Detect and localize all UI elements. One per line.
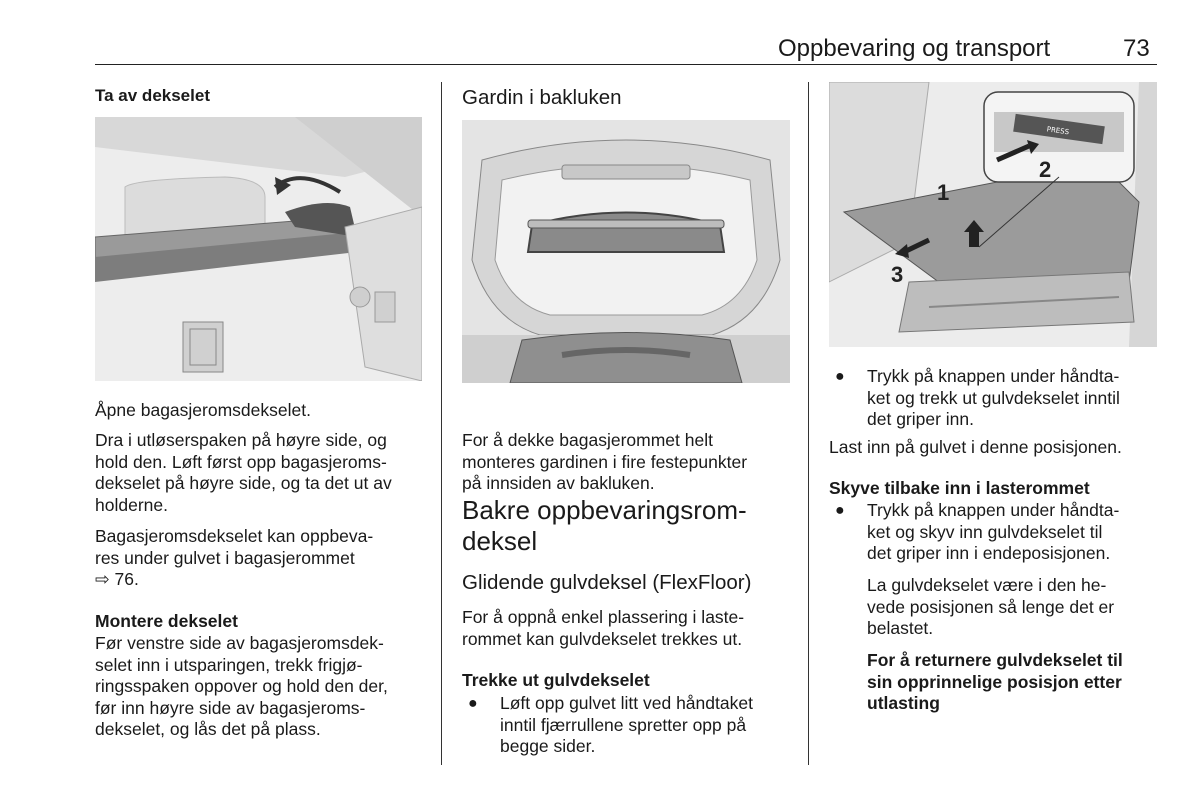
figure-flexfloor [829,82,1157,347]
heading-remove-cover: Ta av dekselet [95,86,210,105]
text-line: For å dekke bagasjerommet helt [462,430,713,450]
figure-tailgate-curtain [462,120,790,383]
text-line: inntil fjærrullene spretter opp på [500,714,747,735]
subheading-pull-out-floor: Trekke ut gulvdekselet [462,670,650,690]
heading-rear-storage-cover [462,495,747,557]
bullet-icon: ● [835,368,845,385]
bullet-icon: ● [835,502,845,519]
text-line: begge sider. [500,736,596,756]
subheading-push-back: Skyve tilbake inn i lasterommet [829,478,1090,498]
paragraph-mount-cover [95,633,388,741]
paragraph-flexfloor [462,607,744,650]
text-line: For å oppnå enkel plassering i laste- [462,607,745,627]
figure-label-1: 1 [937,180,950,205]
text-line: det griper inn. [867,409,975,429]
paragraph-raised-position [867,575,1114,640]
text-line: på innsiden av bakluken. [462,473,655,493]
paragraph-return-floor [867,650,1123,715]
text-line: ket og trekk ut gulvdekselet inntil [867,387,1120,408]
text-line: Dra i utløserspaken på høyre side, og [95,430,387,450]
text-line: belastet. [867,618,934,638]
figure-label-2: 2 [1039,157,1052,182]
text-line: Før venstre side av bagasjeromsdek- [95,633,384,653]
heading-tailgate-curtain: Gardin i bakluken [462,86,622,109]
text-line: ringsspaken oppover og hold den der, [95,676,388,696]
text-line: dekselet på høyre side, og ta det ut av [95,473,392,493]
text-line: La gulvdekselet være i den he- [867,575,1107,595]
text-line: vede posisjonen så lenge det er [867,596,1115,617]
text-line: selet inn i utsparingen, trekk frigjø- [95,654,363,675]
subheading-mount-cover: Montere dekselet [95,611,238,631]
bullet-press-button-pull [829,366,1159,431]
text-line: hold den. Løft først opp bagasjeroms- [95,451,387,472]
reference-arrow-icon: ⇨ [95,569,110,589]
text-line: sin opprinnelige posisjon etter [867,671,1122,692]
text-line: det griper inn i endeposisjonen. [867,543,1111,563]
page-number: 73 [1123,35,1150,62]
text-line: Trykk på knappen under håndta- [867,500,1120,520]
header-rule [95,64,1157,65]
column-divider-1 [441,82,442,765]
figure-cover-removal [95,117,422,381]
reference-page: 76. [114,569,139,589]
paragraph-storage [95,526,373,591]
subheading-flexfloor: Glidende gulvdeksel (FlexFloor) [462,571,752,594]
text-line: For å returnere gulvdekselet til [867,650,1123,670]
page-reference[interactable] [95,569,373,591]
text-line: rommet kan gulvdekselet trekkes ut. [462,628,743,649]
figure-label-3: 3 [891,262,904,287]
text-line: Bakre oppbevaringsrom- [462,495,747,525]
paragraph-release-lever [95,430,392,516]
column-divider-2 [808,82,809,765]
text-line: utlasting [867,693,940,713]
text-line: ket og skyv inn gulvdekselet til [867,521,1103,542]
text-line: Bagasjeromsdekselet kan oppbeva- [95,526,374,546]
text-line: dekselet, og lås det på plass. [95,719,321,739]
bullet-icon: ● [468,695,478,712]
bullet-press-button-push [829,500,1159,565]
paragraph-curtain [462,430,747,495]
text-line: monteres gardinen i fire festepunkter [462,451,748,472]
paragraph-open-cover: Åpne bagasjeromsdekselet. [95,400,311,420]
text-line: deksel [462,526,538,556]
bullet-lift-floor [462,693,792,758]
press-label: PRESS [1046,125,1070,137]
text-line: Løft opp gulvet litt ved håndtaket [500,693,753,713]
paragraph-load-floor: Last inn på gulvet i denne posisjonen. [829,437,1122,457]
text-line: res under gulvet i bagasjerommet [95,547,355,568]
text-line: Trykk på knappen under håndta- [867,366,1120,386]
section-title: Oppbevaring og transport [778,35,1051,62]
text-line: holderne. [95,494,168,515]
text-line: før inn høyre side av bagasjeroms- [95,697,366,718]
